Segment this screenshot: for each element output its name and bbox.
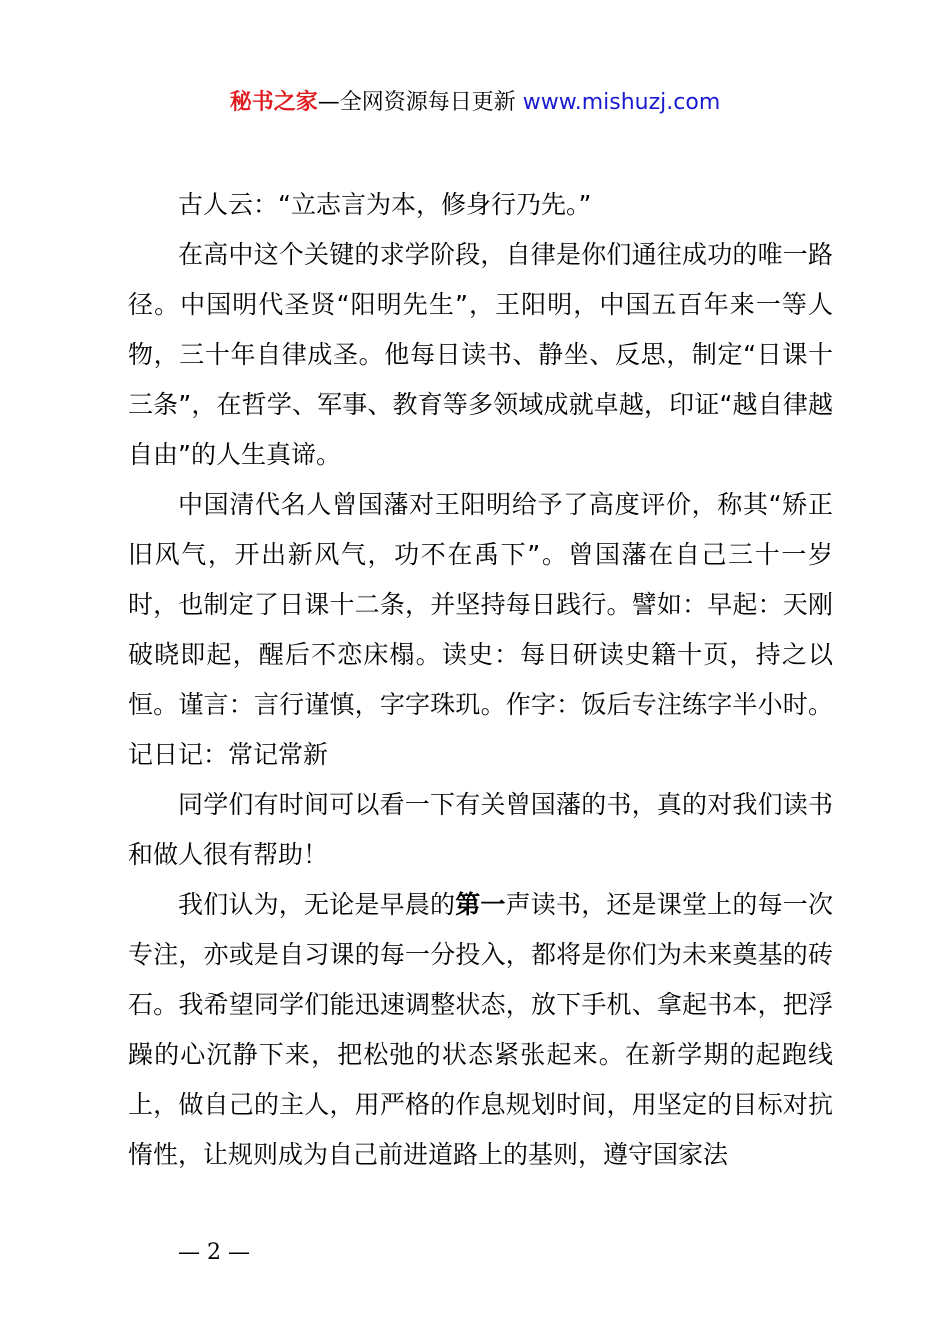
paragraph-text-rest: 声读书，还是课堂上的每一次专注，亦或是自习课的每一分投入，都将是你们为未来奠基的砖石。我希望同学们能迅速调整状态，放下手机、拿起书本，把浮躁的心沉静下来，把松弛的状态紧张起来。在新学期的起跑线上，做自己的主人，用严格的作息规划时间，用坚定的目标对抗惰性，让规则成为自己前进道路上的基则，遵守国家法 <box>128 890 833 1169</box>
brand-name: 秘书之家 <box>229 90 318 115</box>
paragraph-zeng-guofan: 中国清代名人曾国藩对王阳明给予了高度评价，称其“矫正旧风气，开出新风气，功不在禹下”。曾国藩在自己三十一岁时，也制定了日课十二条，并坚持每日践行。譬如：早起：天刚破晓即起，醒后不恋床榻。读史：每日研读史籍十页，持之以恒。谨言：言行谨慎，字字珠玑。作字：饭后专注练字半小时。记日记：常记常新 <box>128 490 833 769</box>
page-number: — 2 — <box>178 1240 250 1265</box>
header-tagline: —全网资源每日更新 <box>317 90 516 115</box>
document-body <box>128 180 833 1180</box>
page-header <box>0 86 950 120</box>
paragraph-text-start: 我们认为，无论是早晨的 <box>178 890 456 919</box>
paragraph-reading-advice: 同学们有时间可以看一下有关曾国藩的书，真的对我们读书和做人很有帮助！ <box>128 790 833 869</box>
paragraph-self-discipline <box>128 880 833 1180</box>
paragraph-wang-yangming: 在高中这个关键的求学阶段，自律是你们通往成功的唯一路径。中国明代圣贤“阳明先生”，王阳明，中国五百年来一等人物，三十年自律成圣。他每日读书、静坐、反思，制定“日课十三条”，在哲学、军事、教育等多领域成就卓越，印证“越自律越自由”的人生真谛。 <box>128 240 833 469</box>
bold-emphasis: 第一 <box>455 890 506 919</box>
paragraph-quote: 古人云：“立志言为本，修身行乃先。” <box>178 190 592 219</box>
header-url-link[interactable]: www.mishuzj.com <box>522 90 721 115</box>
